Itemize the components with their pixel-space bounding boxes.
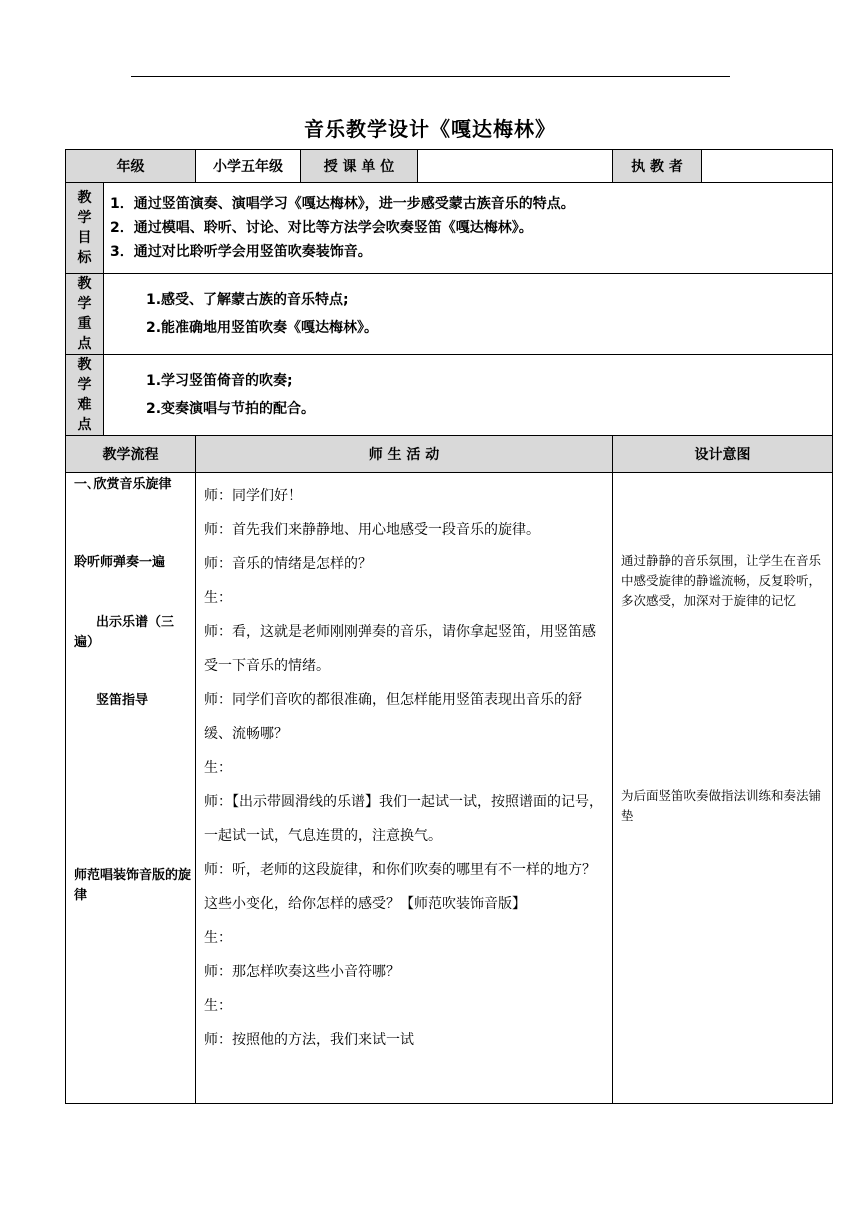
activity-line: 师：同学们好！	[204, 488, 302, 504]
flow-item: 一､欣赏音乐旋律	[74, 477, 172, 492]
goals-label: 教 学 目 标	[66, 183, 104, 274]
flow-item: 竖笛指导	[96, 693, 149, 708]
intent-note: 为后面竖笛吹奏做指法训练和奏法铺垫	[621, 788, 822, 823]
difficulties-row	[66, 355, 833, 436]
process-row	[66, 473, 833, 1104]
difficulties-label: 教 学 难 点	[66, 355, 104, 436]
activity-line: 生：	[204, 590, 232, 606]
goal-item: 1．通过竖笛演奏、演唱学习《嘎达梅林》，进一步感受蒙古族音乐的特点。	[110, 196, 575, 212]
key-points-label: 教 学 重 点	[66, 274, 104, 355]
activity-line: 师：看，这就是老师刚刚弹奏的音乐，请你拿起竖笛，用竖笛感受一下音乐的情绪。	[204, 624, 596, 674]
intent-note: 通过静静的音乐氛围，让学生在音乐中感受旋律的静谧流畅，反复聆听，多次感受，加深对于旋律的记忆	[621, 553, 822, 608]
teacher-label: 执 教 者	[613, 150, 702, 183]
column-header-row	[66, 436, 833, 473]
unit-label: 授 课 单 位	[301, 150, 418, 183]
flow-column-header: 教学流程	[66, 436, 196, 473]
difficulty-item: 2.变奏演唱与节拍的配合。	[146, 401, 316, 417]
key-points-row	[66, 274, 833, 355]
key-point-item: 2.能准确地用竖笛吹奏《嘎达梅林》。	[146, 320, 379, 336]
header-row	[66, 150, 833, 183]
intent-column-header: 设计意图	[613, 436, 833, 473]
lesson-plan-table	[65, 149, 833, 1104]
key-points-content	[104, 274, 833, 355]
difficulties-content	[104, 355, 833, 436]
intent-cell	[613, 473, 833, 1104]
flow-cell	[66, 473, 196, 1104]
activity-column-header: 师 生 活 动	[196, 436, 613, 473]
activity-line: 师：【出示带圆滑线的乐谱】我们一起试一试，按照谱面的记号，一起试一试，气息连贯的，注意换气。	[204, 794, 603, 844]
goals-content	[104, 183, 833, 274]
activity-line: 师：按照他的方法，我们来试一试	[204, 1032, 414, 1048]
page-title: 音乐教学设计《嘎达梅林》	[304, 117, 556, 141]
key-point-item: 1.感受、了解蒙古族的音乐特点;	[146, 292, 349, 308]
unit-value	[418, 150, 613, 183]
activity-line: 师：同学们音吹的都很准确，但怎样能用竖笛表现出音乐的舒缓、流畅哪？	[204, 692, 582, 742]
activity-line: 师：那怎样吹奏这些小音符哪？	[204, 964, 400, 980]
activity-line: 师：首先我们来静静地、用心地感受一段音乐的旋律。	[204, 522, 540, 538]
activity-cell	[196, 473, 613, 1104]
flow-item: 师范唱装饰音版的旋律	[74, 868, 192, 903]
activity-line: 生：	[204, 760, 232, 776]
grade-label: 年级	[66, 150, 196, 183]
goal-item: 3．通过对比聆听学会用竖笛吹奏装饰音。	[110, 244, 372, 260]
goals-row	[66, 183, 833, 274]
goal-item: 2．通过模唱、聆听、讨论、对比等方法学会吹奏竖笛《嘎达梅林》。	[110, 220, 533, 236]
teacher-value	[702, 150, 833, 183]
activity-line: 师：音乐的情绪是怎样的？	[204, 556, 372, 572]
header-rule	[131, 76, 730, 77]
activity-line: 生：	[204, 930, 232, 946]
flow-item: 聆听师弹奏一遍	[74, 555, 166, 570]
activity-line: 生：	[204, 998, 232, 1014]
flow-item: 出示乐谱（三遍）	[74, 615, 175, 650]
grade-value: 小学五年级	[196, 150, 301, 183]
difficulty-item: 1.学习竖笛倚音的吹奏;	[146, 373, 293, 389]
activity-line: 师：听，老师的这段旋律，和你们吹奏的哪里有不一样的地方？这些小变化，给你怎样的感受？【师范吹装饰音版】	[204, 862, 596, 912]
